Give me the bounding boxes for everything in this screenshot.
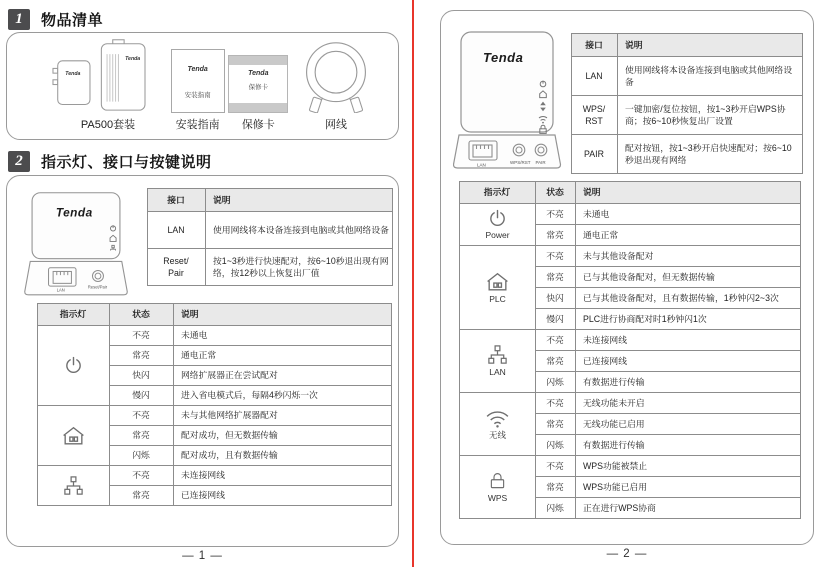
device-logo: Tenda <box>483 50 524 65</box>
indicator-label: PLC <box>489 294 506 305</box>
table-cell: 通电正常 <box>174 346 392 366</box>
table-cell: LAN <box>148 212 206 249</box>
table-cell: 一键加密/复位按钮，按1~3秒开启WPS协商；按6~10秒恢复出厂设置 <box>618 96 803 135</box>
column-header: 状态 <box>536 182 576 204</box>
plc-indicator-cell <box>38 406 110 466</box>
table-cell: 未通电 <box>174 326 392 346</box>
card-brand: Tenda <box>248 70 269 77</box>
button-label: Reset/Pair <box>87 284 108 290</box>
column-header: 指示灯 <box>460 182 536 204</box>
table-cell: PAIR <box>572 135 618 174</box>
guide-booklet <box>171 49 225 113</box>
page-number-2: — 2 — <box>606 548 648 560</box>
table-cell: 使用网线将本设备连接到电脑或其他网络设备 <box>618 57 803 96</box>
item-guide <box>171 39 225 132</box>
device-body <box>32 193 120 259</box>
plc-indicator-cell <box>460 246 536 330</box>
table-header-row <box>148 189 393 212</box>
table-cell: 未通电 <box>576 204 801 225</box>
rj45-connector <box>350 97 363 113</box>
table-row <box>460 393 801 414</box>
device-logo: Tenda <box>55 205 93 220</box>
item-caption: 安装指南 <box>175 119 220 131</box>
large-adapter <box>101 44 145 110</box>
wps-indicator-cell <box>460 456 536 519</box>
item-caption: PA500套装 <box>80 119 136 131</box>
table-cell: 常亮 <box>110 346 174 366</box>
table <box>571 33 803 174</box>
table-cell: 无线功能未开启 <box>576 393 801 414</box>
indicator-table-p1 <box>37 303 392 506</box>
power-indicator-cell <box>38 326 110 406</box>
table-cell: 不亮 <box>110 326 174 346</box>
table-row <box>460 330 801 351</box>
table-cell: 不亮 <box>536 456 576 477</box>
wifi-indicator-cell <box>460 393 536 456</box>
column-header: 接口 <box>148 189 206 212</box>
table-cell: 使用网线将本设备连接到电脑或其他网络设备 <box>206 212 393 249</box>
page2-detail-box <box>440 10 814 545</box>
table-header-row <box>38 304 392 326</box>
table-cell: 常亮 <box>536 267 576 288</box>
table-cell: 已与其他设备配对，但无数据传输 <box>576 267 801 288</box>
indicator-label: Power <box>485 230 510 241</box>
table-cell: 闪烁 <box>110 446 174 466</box>
table-cell: WPS功能被禁止 <box>576 456 801 477</box>
interface-table-p1 <box>147 188 393 286</box>
table-row <box>38 326 392 346</box>
table-cell: 通电正常 <box>576 225 801 246</box>
device-illustration-portrait <box>453 29 565 171</box>
table-cell: 按1~3秒进行快速配对，按6~10秒退出现有网络，按12秒以上恢复出厂值 <box>206 249 393 286</box>
page-divider <box>412 0 414 567</box>
section-1-title: 物品清单 <box>41 12 104 29</box>
table-cell: 有数据进行传输 <box>576 372 801 393</box>
card-band <box>229 56 287 65</box>
button1-label: WPS/RST <box>510 160 531 165</box>
table-cell: 常亮 <box>536 225 576 246</box>
guide-brand: Tenda <box>187 66 208 73</box>
table-cell: 闪烁 <box>536 372 576 393</box>
table-cell: 网络扩展器正在尝试配对 <box>174 366 392 386</box>
plug-prong <box>53 80 58 85</box>
table <box>37 303 392 506</box>
table-cell: 常亮 <box>110 426 174 446</box>
section-2-header <box>8 151 212 172</box>
item-warranty-card <box>228 39 288 132</box>
table-cell: 未连接网线 <box>174 466 392 486</box>
column-header: 接口 <box>572 34 618 57</box>
table-row <box>460 204 801 225</box>
rj45-connector <box>309 97 322 113</box>
table-cell: 未与其他网络扩展器配对 <box>174 406 392 426</box>
items-row <box>7 33 398 139</box>
column-header: 说明 <box>206 189 393 212</box>
indicator-table-p2 <box>459 181 801 519</box>
table-cell: 常亮 <box>536 351 576 372</box>
warranty-card <box>228 55 288 113</box>
table-cell: 正在进行WPS协商 <box>576 498 801 519</box>
table-cell: 不亮 <box>110 406 174 426</box>
column-header: 状态 <box>110 304 174 326</box>
column-header: 说明 <box>618 34 803 57</box>
table-cell: 有数据进行传输 <box>576 435 801 456</box>
port-label: LAN <box>477 162 486 168</box>
indicator-label: LAN <box>489 367 506 378</box>
card-label: 保修卡 <box>248 84 269 91</box>
table-cell: Reset/ Pair <box>148 249 206 286</box>
table-row <box>572 57 803 96</box>
section-2-title: 指示灯、接口与按键说明 <box>41 154 212 171</box>
table-cell: 不亮 <box>536 393 576 414</box>
small-adapter-logo: Tenda <box>65 71 81 78</box>
table-row <box>572 96 803 135</box>
ethernet-cable-illustration <box>292 39 380 113</box>
table-cell: 不亮 <box>110 466 174 486</box>
device-body <box>461 32 553 132</box>
table-cell: 快闪 <box>110 366 174 386</box>
power-icon <box>487 208 508 229</box>
section-2-number: 2 <box>8 151 30 172</box>
table-cell: 配对成功，且有数据传输 <box>174 446 392 466</box>
item-pa500 <box>49 39 167 132</box>
interface-table-p2 <box>571 33 803 174</box>
port-label: LAN <box>56 287 65 293</box>
table-header-row <box>460 182 801 204</box>
table-cell: 不亮 <box>536 204 576 225</box>
pa500-kit-illustration <box>49 39 167 113</box>
table-row <box>38 466 392 486</box>
indicator-label: 无线 <box>488 429 506 440</box>
small-adapter <box>58 61 90 105</box>
column-header: 说明 <box>576 182 801 204</box>
items-box <box>6 32 399 140</box>
plc-home-icon <box>485 270 510 293</box>
table-row <box>148 249 393 286</box>
table-cell: 常亮 <box>110 486 174 506</box>
section-1-number: 1 <box>8 9 30 30</box>
lan-nodes-icon <box>62 475 85 497</box>
table-cell: 不亮 <box>536 246 576 267</box>
power-icon <box>63 355 84 376</box>
table-cell: 慢闪 <box>110 386 174 406</box>
table-cell: 配对按钮，按1~3秒开启快速配对；按6~10秒退出现有网络 <box>618 135 803 174</box>
table-cell: 已与其他设备配对，且有数据传输，1秒钟闪2~3次 <box>576 288 801 309</box>
lan-nodes-icon <box>486 344 509 366</box>
table-cell: PLC进行协商配对时1秒钟闪1次 <box>576 309 801 330</box>
wps-lock-icon <box>487 471 508 492</box>
table-cell: 进入省电模式后，每隔4秒闪烁一次 <box>174 386 392 406</box>
table-cell: 常亮 <box>536 414 576 435</box>
device-illustration-front <box>21 190 131 298</box>
table-row <box>38 406 392 426</box>
table-cell: 不亮 <box>536 330 576 351</box>
table-row <box>460 456 801 477</box>
table-cell: 已连接网线 <box>576 351 801 372</box>
table-row <box>572 135 803 174</box>
table <box>147 188 393 286</box>
page-number-1: — 1 — <box>182 550 223 562</box>
plc-home-icon <box>61 424 86 447</box>
indicator-label: WPS <box>487 492 508 503</box>
column-header: 指示灯 <box>38 304 110 326</box>
table-cell: 闪烁 <box>536 498 576 519</box>
table-cell: 快闪 <box>536 288 576 309</box>
item-cable <box>292 39 380 132</box>
table-cell: 配对成功，但无数据传输 <box>174 426 392 446</box>
table-cell: LAN <box>572 57 618 96</box>
table-row <box>460 246 801 267</box>
lan-indicator-cell <box>38 466 110 506</box>
table <box>459 181 801 519</box>
card-band <box>229 103 287 112</box>
table-cell: 未与其他设备配对 <box>576 246 801 267</box>
table-cell: 慢闪 <box>536 309 576 330</box>
section-1-header <box>8 9 103 30</box>
wifi-icon <box>484 408 511 429</box>
table-cell: 未连接网线 <box>576 330 801 351</box>
table-cell: 闪烁 <box>536 435 576 456</box>
button2-label: PAIR <box>535 160 546 165</box>
column-header: 说明 <box>174 304 392 326</box>
table-cell: 无线功能已启用 <box>576 414 801 435</box>
table-cell: WPS/ RST <box>572 96 618 135</box>
table-cell: 已连接网线 <box>174 486 392 506</box>
lan-indicator-cell <box>460 330 536 393</box>
item-caption: 网线 <box>324 119 347 131</box>
table-header-row <box>572 34 803 57</box>
table-cell: 常亮 <box>536 477 576 498</box>
table-row <box>148 212 393 249</box>
page1-detail-box <box>6 175 399 547</box>
item-caption: 保修卡 <box>241 119 275 131</box>
power-indicator-cell <box>460 204 536 246</box>
large-adapter-logo: Tenda <box>125 55 141 62</box>
guide-label: 安装指南 <box>184 92 211 99</box>
plug-prong <box>53 68 58 73</box>
table-cell: WPS功能已启用 <box>576 477 801 498</box>
